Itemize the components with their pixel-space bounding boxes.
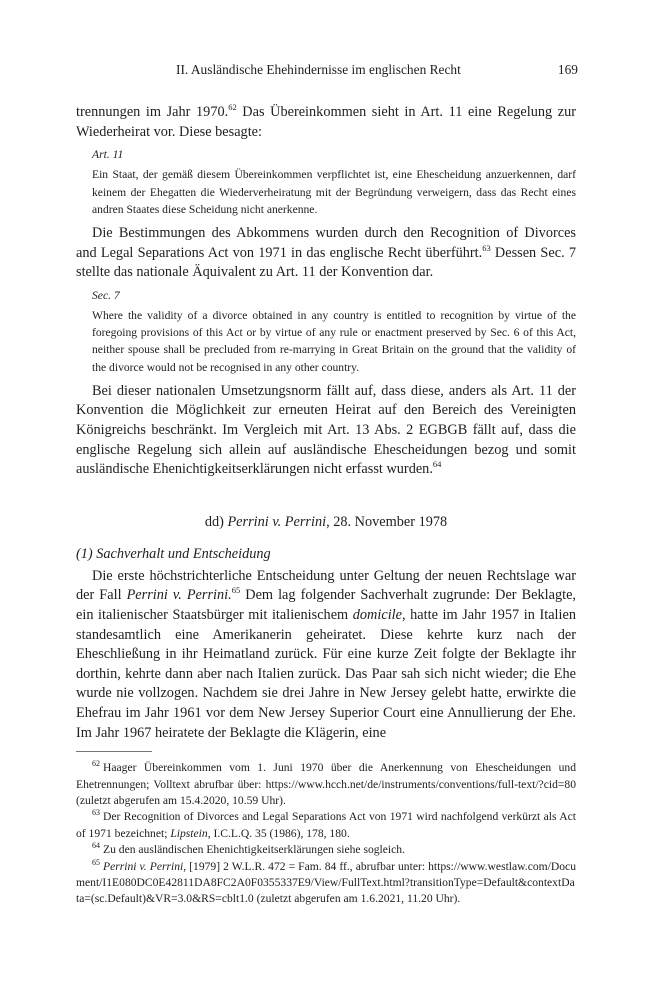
running-title: II. Ausländische Ehehindernisse im englischen Recht: [176, 62, 461, 77]
footnote-ref-63[interactable]: 63: [482, 242, 491, 253]
footnote-64: [76, 842, 576, 858]
section-case-name: Perrini v. Perrini: [227, 513, 327, 530]
subsection-heading: (1) Sachverhalt und Entscheidung: [76, 545, 271, 562]
running-header: [76, 62, 576, 82]
footnote-ref-62[interactable]: 62: [228, 102, 237, 113]
paragraph-4: [76, 567, 576, 743]
paragraph-1-text: trennungen im Jahr 1970.: [76, 104, 229, 120]
quote-art-11-heading: Art. 11: [92, 148, 124, 162]
footnote-62: [76, 760, 576, 809]
quote-sec-7-text: Where the validity of a divorce obtained in any country is entitled to recognition by virtue of the foregoing provisions of this Act or by virtue of any rule or enactment preserved by Sec. 6 of this Act, neither spouse shall be precluded from re-marrying in Great Britain on the ground that the validity of the divorce would not be recognised in any other country.: [92, 308, 576, 374]
footnote-65: [76, 859, 576, 908]
paragraph-1-rest: Das Übereinkommen sieht in Art. 11 eine Regelung zur Wiederheirat vor. Diese besagte:: [76, 104, 576, 140]
paragraph-2: [76, 224, 576, 283]
footnote-62-text: Haager Übereinkommen vom 1. Juni 1970 über die Anerkennung von Ehescheidungen und Ehetrennungen; Volltext abrufbar über: https://www.hcch.net/de/instruments/conventions/full-text/?cid=80 (zuletzt abgerufen am 15.4.2020, 10.59 Uhr).: [76, 761, 576, 807]
section-date: , 28. November 1978: [326, 513, 448, 530]
quote-sec-7: [92, 287, 576, 376]
quote-art-11: [92, 146, 576, 218]
footnote-63-number: 63: [92, 808, 100, 818]
footnote-65-case-name: Perrini v. Perrini: [103, 859, 184, 873]
footnote-ref-64[interactable]: 64: [432, 459, 442, 470]
footnote-64-number: 64: [92, 841, 100, 851]
paragraph-3-text: Bei dieser nationalen Umsetzungsnorm fällt auf, dass diese, anders als Art. 11 der Konvention die Möglichkeit zur erneuten Heirat auf den Bereich des Vereinigten Königreichs beschränkt. Im Vergleich mit Art. 13 Abs. 2 EGBGB fällt auf, dass die englische Regelung sich allein auf ausländische Ehescheidungen bezog und somit ausländische Ehenichtigkeitserklärungen nicht erfasst wurden.: [76, 382, 576, 478]
quote-art-11-text: Ein Staat, der gemäß diesem Übereinkommen verpflichtet ist, eine Ehescheidung anzuerkennen, darf keinem der Ehegatten die Wiederverheiratung mit der Begründung verweigern, dass das Recht eines andren Staates diese Scheidung nicht anerkenne.: [92, 168, 576, 216]
paragraph-4-part-c: , hatte im Jahr 1957 in Italien standesamtlich eine Amerikanerin geheiratet. Diese kehrte kurz nach der Eheschließung in ihr Heimatland zurück. Für eine kurze Zeit folgte der Beklagte ihr dorthin, kehrte dann aber nach Italien zurück. Das Paar sah sich nicht wieder; die Ehe wurde nie vollzogen. Nachdem sie drei Jahre in New Jersey gelebt hatte, erwirkte die Ehefrau im Jahr 1961 vor dem New Jersey Superior Court eine Annullierung der Ehe. Im Jahr 1967 heiratete der Beklagte die Klägerin, eine: [76, 606, 576, 741]
paragraph-1: [76, 103, 576, 142]
footnote-62-number: 62: [92, 759, 100, 769]
book-page: [76, 62, 576, 908]
page-number: 169: [557, 62, 578, 77]
paragraph-4-domicile: domicile: [352, 606, 402, 623]
footnote-65-number: 65: [92, 857, 100, 867]
paragraph-3: [76, 382, 576, 480]
paragraph-4-case-name: Perrini v. Perrini.: [126, 587, 232, 604]
footnote-64-text: Zu den ausländischen Ehenichtigkeitserklärungen siehe sogleich.: [103, 843, 405, 857]
paragraph-4-part-b: Dem lag folgender Sachverhalt zugrunde: Der Beklagte, ein italienischer Staatsbürger mit italienischem: [76, 587, 576, 623]
footnote-ref-65[interactable]: 65: [231, 585, 241, 596]
footnote-63-text-b: , I.C.L.Q. 35 (1986), 178, 180.: [207, 826, 350, 840]
paragraph-2-text: Die Bestimmungen des Abkommens wurden durch den Recognition of Divorces and Legal Separations Act von 1971 in das englische Recht überführt.: [76, 225, 576, 261]
section-prefix: dd): [204, 513, 228, 530]
footnote-63-text-a: Der Recognition of Divorces and Legal Separations Act von 1971 wird nachfolgend verkürzt als Act of 1971 bezeichnet;: [76, 810, 576, 840]
paragraph-4-part-a: Die erste höchstrichterliche Entscheidung unter Geltung der neuen Rechtslage war der Fall: [76, 567, 576, 604]
footnote-divider: [76, 751, 152, 752]
footnote-65-text: , [1979] 2 W.L.R. 472 = Fam. 84 ff., abrufbar unter: https://www.westlaw.com/Document/I1E080DC0E42811DA8FC2A0F0355337E9/View/FullText.html?transitionType=Default&contextData=(sc.Default)&VR=3.0&RS=cblt1.0 (zuletzt abgerufen am 1.6.2021, 11.20 Uhr).: [76, 859, 576, 906]
paragraph-2-rest: Dessen Sec. 7 stellte das nationale Äquivalent zu Art. 11 der Konvention dar.: [76, 244, 576, 281]
quote-sec-7-heading: Sec. 7: [92, 288, 120, 302]
footnote-63: [76, 809, 576, 842]
section-heading-dd: [76, 514, 576, 531]
footnote-63-author: Lipstein: [170, 826, 208, 840]
